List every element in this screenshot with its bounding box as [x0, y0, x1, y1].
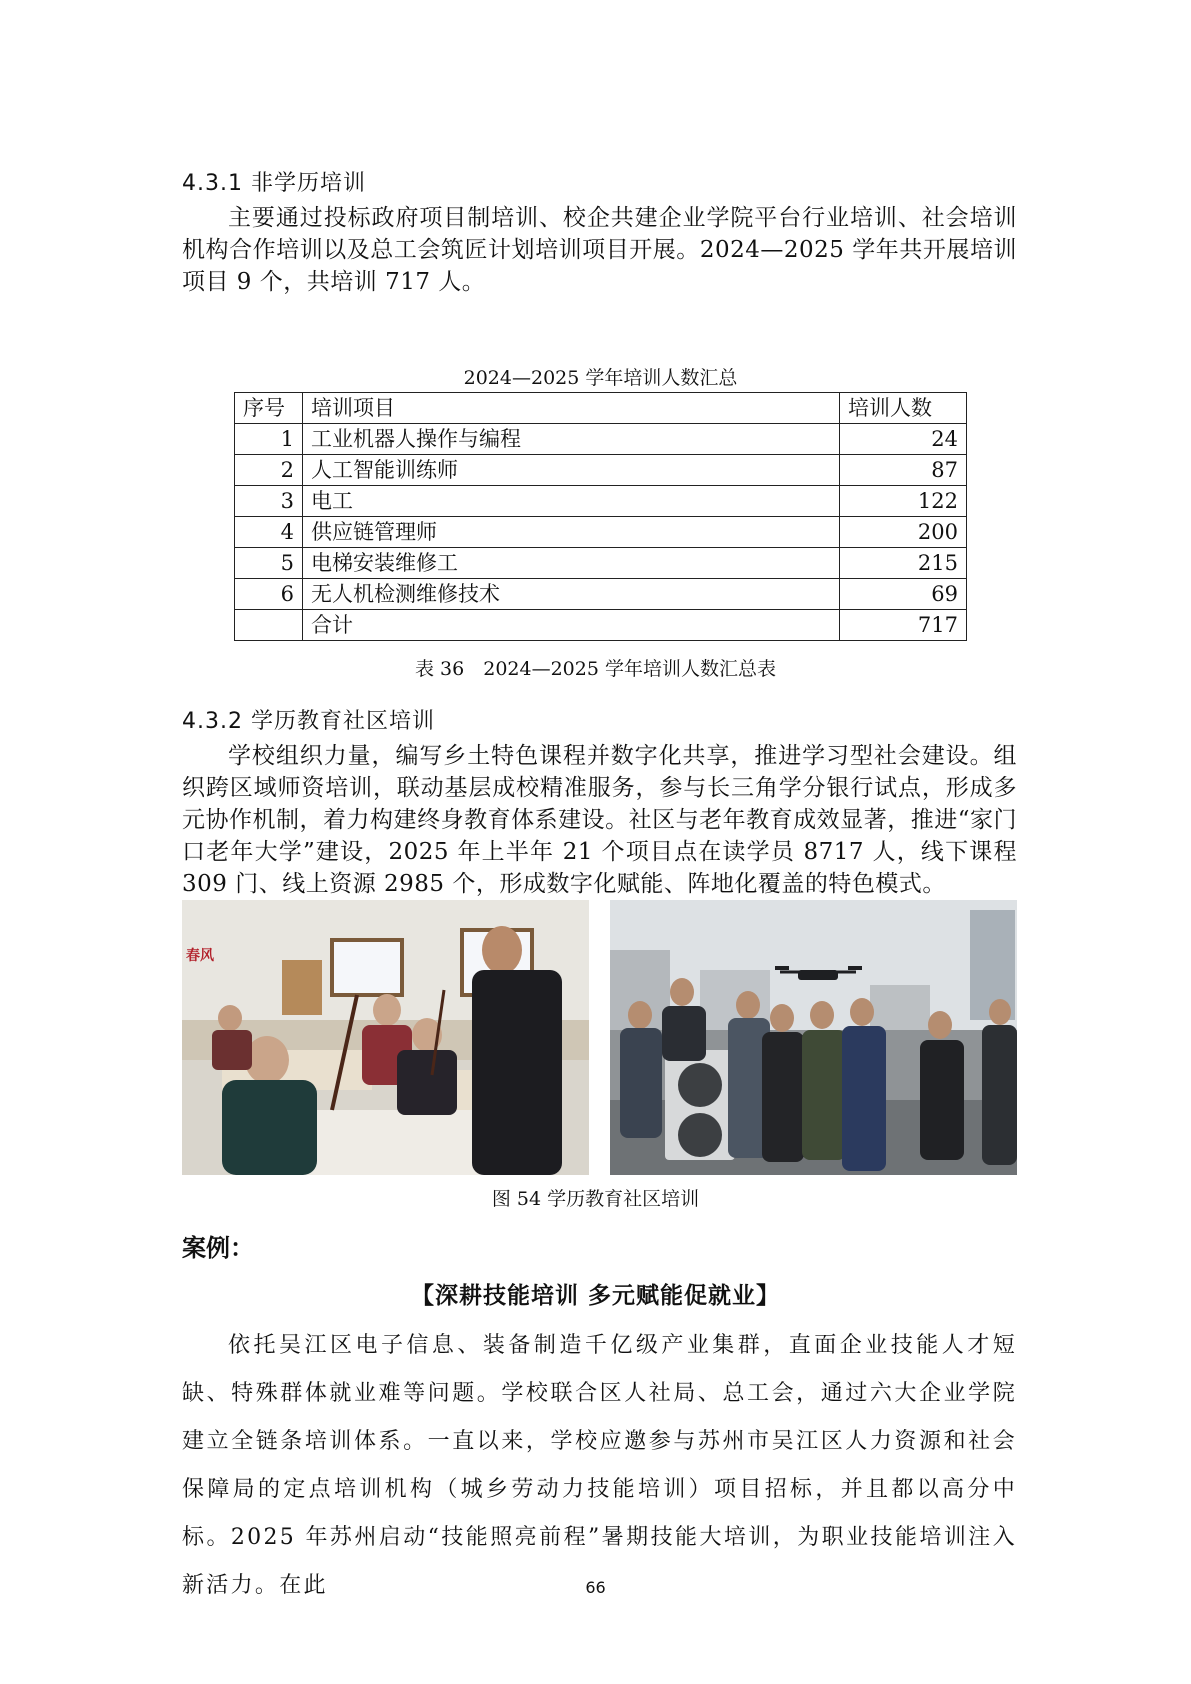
total-idx — [235, 610, 303, 641]
table-total-row — [235, 610, 967, 641]
total-name: 合计 — [303, 610, 840, 641]
header-idx: 序号 — [235, 393, 303, 424]
page-number: 66 — [585, 1578, 606, 1597]
row-idx: 5 — [235, 548, 303, 579]
section-paragraph-4-3-2: 学校组织力量，编写乡土特色课程并数字化共享，推进学习型社会建设。组织跨区域师资培训，联动基层成校精准服务，参与长三角学分银行试点，形成多元协作机制，着力构建终身教育体系建设。社区与老年教育成效显著，推进“家门口老年大学”建设，2025 年上半年 21 个项目点在读学员 8717 人，线下课程 309 门、线上资源 2985 个，形成数字化赋能、阵地化覆盖的特色模式。 — [182, 743, 1017, 897]
classroom-photo — [182, 900, 589, 1175]
row-name: 电梯安装维修工 — [303, 548, 840, 579]
row-name: 人工智能训练师 — [303, 455, 840, 486]
training-table — [234, 392, 967, 641]
section-paragraph-4-3-1: 主要通过投标政府项目制培训、校企共建企业学院平台行业培训、社会培训机构合作培训以及总工会筑匠计划培训项目开展。2024—2025 学年共开展培训项目 9 个，共培训 717 人。 — [182, 205, 1017, 295]
row-idx: 1 — [235, 424, 303, 455]
drone-training-photo — [610, 900, 1017, 1175]
row-name: 供应链管理师 — [303, 517, 840, 548]
table-row — [235, 579, 967, 610]
table-row — [235, 455, 967, 486]
figure-caption: 图 54 学历教育社区培训 — [491, 1188, 700, 1210]
header-name: 培训项目 — [303, 393, 840, 424]
table-caption: 表 36 2024—2025 学年培训人数汇总表 — [415, 658, 776, 680]
header-count: 培训人数 — [840, 393, 967, 424]
row-count: 24 — [840, 424, 967, 455]
case-label: 案例： — [182, 1234, 254, 1262]
row-idx: 6 — [235, 579, 303, 610]
table-row — [235, 548, 967, 579]
table-title: 2024—2025 学年培训人数汇总 — [463, 367, 738, 389]
row-count: 87 — [840, 455, 967, 486]
row-count: 200 — [840, 517, 967, 548]
row-name: 电工 — [303, 486, 840, 517]
classroom-sign: 春风 — [186, 948, 214, 964]
row-count: 122 — [840, 486, 967, 517]
table-row — [235, 486, 967, 517]
row-count: 215 — [840, 548, 967, 579]
case-paragraph: 依托吴江区电子信息、装备制造千亿级产业集群，直面企业技能人才短缺、特殊群体就业难等问题。学校联合区人社局、总工会，通过六大企业学院建立全链条培训体系。一直以来，学校应邀参与苏州市吴江区人力资源和社会保障局的定点培训机构（城乡劳动力技能培训）项目招标，并且都以高分中标。2025 年苏州启动“技能照亮前程”暑期技能大培训，为职业技能培训注入新活力。在此 — [182, 1333, 1017, 1598]
row-idx: 2 — [235, 455, 303, 486]
row-name: 工业机器人操作与编程 — [303, 424, 840, 455]
total-count: 717 — [840, 610, 967, 641]
table-row — [235, 517, 967, 548]
table-header-row — [235, 393, 967, 424]
case-title: 【深耕技能培训 多元赋能促就业】 — [410, 1282, 780, 1309]
table-row — [235, 424, 967, 455]
row-idx: 4 — [235, 517, 303, 548]
classroom-photo-image — [182, 900, 589, 1175]
row-name: 无人机检测维修技术 — [303, 579, 840, 610]
row-count: 69 — [840, 579, 967, 610]
section-heading-4-3-1: 4.3.1 非学历培训 — [182, 171, 366, 196]
drone-training-photo-image — [610, 900, 1017, 1175]
row-idx: 3 — [235, 486, 303, 517]
section-heading-4-3-2: 4.3.2 学历教育社区培训 — [182, 709, 435, 734]
